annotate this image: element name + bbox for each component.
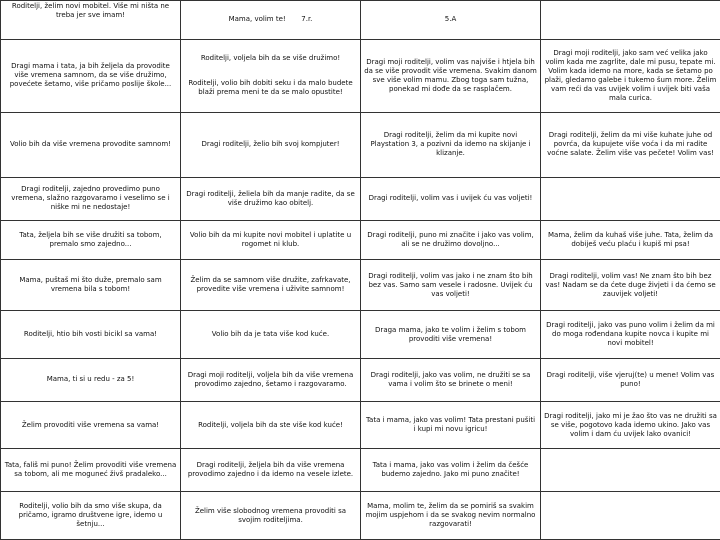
- table-cell: [361, 220, 541, 259]
- wish-text: Dragi roditelji, volim vas jako i ne znam što bih bez vas. Samo sam vesele i radosne. Uvijek ću vas voljeti!: [368, 271, 533, 298]
- wish-text: Dragi roditelji, želim da mi više kuhate juhe od povrća, da kupujete više voća i da mi radite voćne salate. Želim više vas pečete! Volim vas!: [547, 131, 714, 158]
- wish-text: Dragi roditelji, želim da mi kupite novi Playstation 3, a pozivni da idemo na skijanje i klizanje.: [370, 131, 531, 158]
- wish-text: Želim više slobodnog vremena provoditi sa svojim roditeljima.: [194, 506, 347, 524]
- wish-text: Tata i mama, jako vas volim! Tata prestani pušiti i kupi mi novu igricu!: [365, 416, 536, 434]
- wish-text: Želim provoditi više vremena sa vama!: [21, 420, 160, 429]
- table-cell: [181, 220, 361, 259]
- wish-text: Mama, puštaš mi što duže, premalo sam vremena bila s tobom!: [19, 276, 162, 294]
- wish-text: Roditelji, volio bih da smo više skupa, da pričamo, igramo društvene igre, idemo u šetnju...: [18, 502, 163, 529]
- wish-text: Volio bih da više vremena provodite samnom!: [9, 140, 172, 149]
- table-cell: [541, 311, 720, 358]
- wish-text: Tata, fališ mi puno! Želim provoditi više vremena sa tobom, ali me moguneć živš pradaleko...: [4, 461, 177, 479]
- table-cell: [181, 449, 361, 492]
- table-cell: [361, 39, 541, 112]
- table-cell: [181, 39, 361, 112]
- wish-text: Dragi roditelji, više vjeruj(te) u mene! Volim vas puno!: [546, 370, 715, 388]
- wish-text: Volio bih da mi kupite novi mobitel i uplatite u rogomet ni klub.: [189, 230, 352, 248]
- table-cell: [1, 492, 181, 540]
- wish-text: Dragi roditelji, volim vas! Ne znam što bih bez vas! Nadam se da ćete duge živjeti i da ćemo se zauvijek voljeti!: [545, 271, 716, 298]
- table-cell: [361, 401, 541, 448]
- table-cell: [541, 113, 720, 178]
- wish-text: Mama, ti si u redu - za 5!: [46, 375, 135, 384]
- table-cell: [361, 1, 541, 40]
- wish-text: Roditelji, voljela bih da ste više kod kuće!: [198, 420, 343, 429]
- table-cell: [181, 259, 361, 311]
- wish-text: Dragi roditelji, željela bih da više vremena provodimo zajedno i da idemo na vesele izlete.: [187, 461, 354, 479]
- table-cell: [541, 401, 720, 448]
- wish-text: Dragi moji roditelji, volim vas najviše i htjela bih da se više provodit više vremena. Svakim danom sve više volim mamu. Zbog toga sam tužna, ponekad mi dođe da se rasplačem.: [364, 57, 537, 93]
- wish-text: Tata, željela bih se više družiti sa tobom, premalo smo zajedno...: [19, 230, 162, 248]
- table-cell: [1, 220, 181, 259]
- table-cell: [181, 1, 361, 40]
- wish-text-b: Roditelji, volio bih dobiti seku i da malo budete blaži prema meni te da se malo opustite!: [188, 79, 353, 97]
- table-cell: [181, 401, 361, 448]
- wish-text: Želim da se samnom više družite, zafrkavate, provedite više vremena i uživite samnom!: [190, 276, 351, 294]
- table-cell: [541, 492, 720, 540]
- table-cell: [181, 358, 361, 401]
- table-cell: [1, 177, 181, 220]
- table-cell: [541, 1, 720, 40]
- table-cell: [541, 449, 720, 492]
- wish-text: Tata i mama, jako vas volim i želim da češće budemo zajedno. Jako mi puno značite!: [372, 461, 529, 479]
- table-cell: [1, 39, 181, 112]
- table-cell: [1, 1, 181, 40]
- wish-text: Dragi roditelji, jako vas puno volim i želim da mi do moga rođendana kupite novca i kupite mi novi mobitel!: [546, 321, 715, 348]
- wish-text: Roditelji, želim novi mobitel. Više mi ništa ne treba jer sve imam!: [11, 2, 170, 19]
- wish-text: Mama, volim te!: [228, 15, 286, 24]
- table-cell: [181, 492, 361, 540]
- wish-text: Volio bih da je tata više kod kuće.: [211, 330, 330, 339]
- wish-text: Mama, želim da kuhaš više juhe. Tata, želim da dobiješ veću plaću i kupiš mi psa!: [547, 230, 713, 248]
- wish-text: Dragi roditelji, puno mi značite i jako vas volim, ali se ne družimo dovoljno...: [367, 230, 534, 248]
- table-cell: [361, 113, 541, 178]
- table-cell: [361, 311, 541, 358]
- table-cell: [361, 177, 541, 220]
- class-label: 5.A: [444, 15, 457, 24]
- table-cell: [361, 259, 541, 311]
- table-cell: [1, 358, 181, 401]
- table-cell: [541, 39, 720, 112]
- table-cell: [361, 358, 541, 401]
- wish-text: Dragi roditelji, jako vas volim, ne družiti se sa vama i volim što se brinete o meni!: [370, 370, 531, 388]
- table-cell: [361, 449, 541, 492]
- table-cell: [181, 177, 361, 220]
- grade-label: 7.r.: [301, 15, 313, 24]
- table-cell: [541, 358, 720, 401]
- wish-text: Roditelji, htio bih vosti bicikl sa vama!: [23, 330, 158, 339]
- wish-text-a: Roditelji, voljela bih da se više družimo!: [200, 54, 341, 63]
- table-cell: [541, 177, 720, 220]
- wish-text: Dragi roditelji, zajedno provedimo puno vremena, slažno razgovaramo i veselimo se i niške mi ne nedostaje!: [11, 185, 170, 212]
- table-cell: [1, 113, 181, 178]
- wish-text: Dragi roditelji, želio bih svoj kompjuter!: [201, 140, 340, 149]
- wish-text: Dragi moji roditelji, jako sam već velika jako volim kada me zagrlite, dale mi pusu, tepate mi. Volim kada idemo na more, kada se šetamo po plaži, gledamo galebe i tukemo šum more. Želim vam reći da vas uvijek volim i uvijek biti vaša mala curica.: [544, 48, 717, 102]
- wish-text: Mama, molim te, želim da se pomiriš sa svakim mojim uspjehom i da se svakog nevim normalno razgovarati!: [365, 502, 536, 529]
- table-cell: [1, 449, 181, 492]
- wish-text: Dragi moji roditelji, voljela bih da više vremena provodimo zajedno, šetamo i razgovaramo.: [187, 370, 354, 388]
- wish-text: Dragi roditelji, jako mi je žao što vas ne družiti sa se više, pogotovo kada idemo ukino. Jako vas volim i dam ću uvijek lako ovanici!: [544, 411, 717, 438]
- wish-text: Draga mama, jako te volim i želim s tobom provoditi više vremena!: [375, 325, 526, 343]
- table-cell: [361, 492, 541, 540]
- table-cell: [181, 113, 361, 178]
- table-cell: [181, 311, 361, 358]
- wish-text: Dragi roditelji, želiela bih da manje radite, da se više družimo kao obitelj.: [186, 189, 355, 207]
- table-cell: [541, 259, 720, 311]
- table-cell: [1, 311, 181, 358]
- wish-text: Dragi mama i tata, ja bih željela da provodite više vremena samnom, da se više družimo, povećete šetamo, više pričamo poslije škole...: [9, 62, 172, 89]
- table-cell: [1, 259, 181, 311]
- table-cell: [1, 401, 181, 448]
- wish-text: Dragi roditelji, volim vas i uvijek ću vas voljeti!: [368, 194, 533, 203]
- table-cell: [541, 220, 720, 259]
